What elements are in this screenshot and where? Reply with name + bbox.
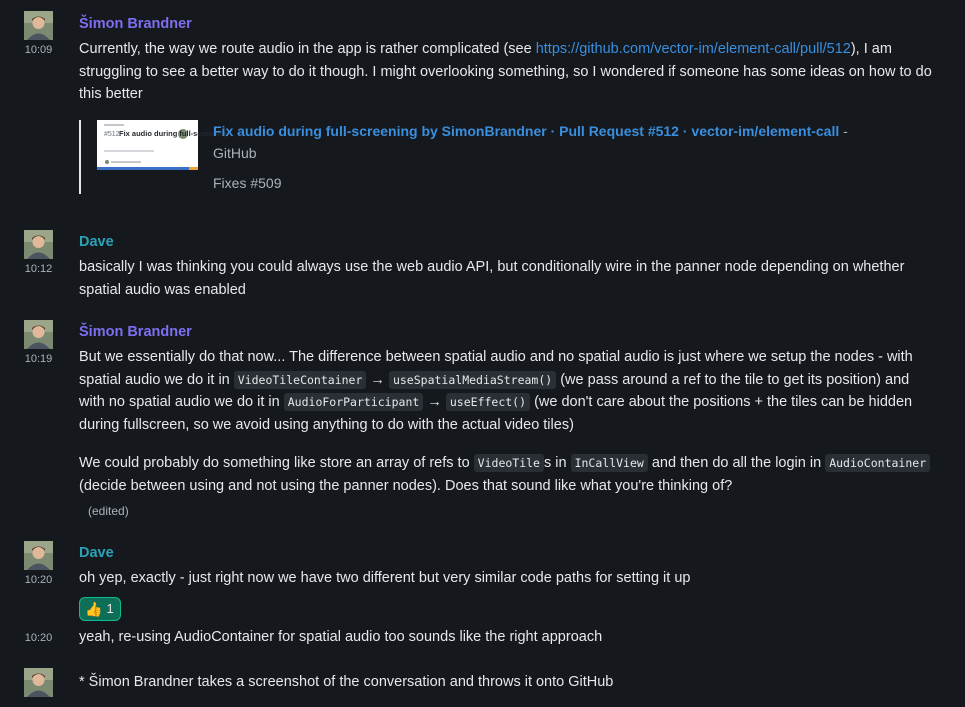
message-body: oh yep, exactly - just right now we have two different but very similar code paths for setting it up: [79, 570, 691, 586]
avatar[interactable]: [24, 11, 53, 40]
inline-code: useSpatialMediaStream(): [389, 371, 556, 389]
sender-name[interactable]: Dave: [79, 545, 114, 561]
pull-request-link[interactable]: https://github.com/vector-im/element-call/pull/512: [535, 41, 851, 57]
message-body: But we essentially do that now... The difference between spatial audio and no spatial audio is just where we setup the nodes - with spatial audio we do it in VideoTileContainer → useSpatialMediaStream() (we pass around a ref to the tile to get its position) and with no spatial audio we do it in AudioForParticipant → useEffect() (we don't care about the positions + the tiles can be hidden during fullscreen, so we avoid using anything to do with the actual video tiles): [79, 349, 913, 433]
emote-message: * Šimon Brandner takes a screenshot of the conversation and throws it onto GitHub: [79, 674, 614, 690]
sender-name[interactable]: Dave: [79, 234, 114, 250]
inline-code: InCallView: [571, 454, 648, 472]
inline-code: AudioForParticipant: [284, 393, 424, 411]
message-body: Currently, the way we route audio in the app is rather complicated (see https://github.com/vector-im/element-call/pull/512), I am struggling to see a better way to do it though. I might overlooking something, so I wondered if someone has some ideas on how to do this better: [79, 41, 932, 102]
link-preview: [79, 120, 879, 194]
sender-name[interactable]: Šimon Brandner: [79, 324, 192, 340]
reaction-button[interactable]: [79, 597, 121, 621]
avatar[interactable]: [24, 320, 53, 349]
avatar[interactable]: [24, 668, 53, 697]
timestamp[interactable]: 10:12: [24, 263, 53, 275]
timestamp[interactable]: 10:20: [24, 632, 53, 644]
edited-marker[interactable]: (edited): [88, 504, 129, 518]
thumbs-up-icon: 👍: [85, 601, 103, 617]
link-preview-description: Fixes #509: [213, 175, 282, 191]
avatar[interactable]: [24, 541, 53, 570]
link-preview-title[interactable]: Fix audio during full-screening by SimonBrandner · Pull Request #512 · vector-im/element-call - GitHub: [213, 123, 848, 161]
thumbnail-title: Fix audio during full-screening: [119, 129, 229, 138]
message-body: yeah, re-using AudioContainer for spatial audio too sounds like the right approach: [79, 629, 603, 645]
inline-code: VideoTileContainer: [234, 371, 367, 389]
reaction-count: 1: [106, 600, 114, 616]
timestamp[interactable]: 10:09: [24, 44, 53, 56]
message-body: basically I was thinking you could always use the web audio API, but conditionally wire in the panner node depending on whether spatial audio was enabled: [79, 259, 905, 298]
avatar[interactable]: [24, 230, 53, 259]
timestamp[interactable]: 10:20: [24, 574, 53, 586]
timestamp[interactable]: 10:19: [24, 353, 53, 365]
thumbnail-number: #512: [104, 131, 120, 138]
sender-name[interactable]: Šimon Brandner: [79, 16, 192, 32]
inline-code: AudioContainer: [825, 454, 930, 472]
inline-code: useEffect(): [446, 393, 530, 411]
inline-code: VideoTile: [474, 454, 544, 472]
message-body: We could probably do something like store an array of refs to VideoTile s in InCallView and then do all the login in AudioContainer (decide between using and not using the panner nodes). Does that sound like what you're thinking of?: [79, 452, 939, 497]
link-preview-thumbnail[interactable]: [97, 120, 229, 170]
link-preview-site: GitHub: [213, 145, 257, 161]
